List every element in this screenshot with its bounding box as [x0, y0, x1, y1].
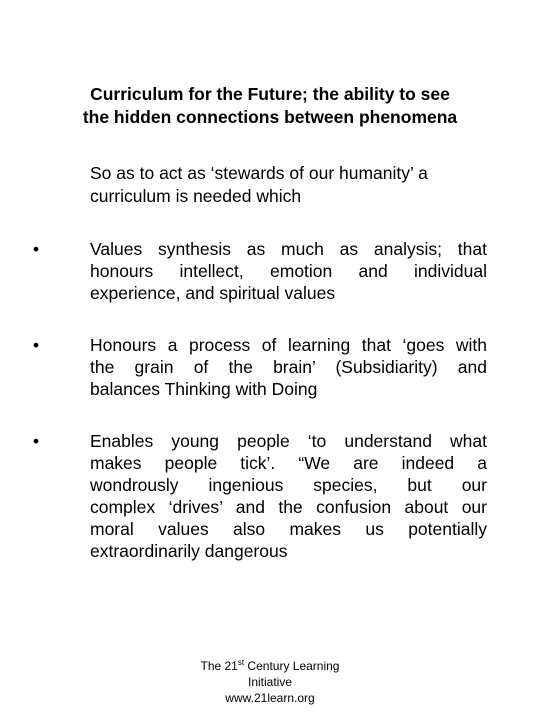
bullet-icon: • [33, 335, 40, 355]
bullet-line: experience, and spiritual values [90, 283, 336, 303]
footer-org-suffix: Century Learning [244, 659, 340, 673]
intro-paragraph [90, 162, 490, 208]
bullet-line: moral values also makes us potentially [90, 519, 487, 539]
intro-line-1: So as to act as ‘stewards of our humanity’ a [90, 163, 428, 183]
title-line-1: Curriculum for the Future; the ability to see [90, 84, 450, 104]
bullet-icon: • [33, 239, 40, 259]
bullet-line: honours intellect, emotion and individual [90, 261, 487, 281]
bullet-icon: • [33, 431, 40, 451]
footer-org-line-2: Initiative [247, 675, 293, 689]
footer-org-line [170, 658, 370, 674]
bullet-line: Honours a process of learning that ‘goes with [90, 335, 487, 355]
bullet-line: makes people tick’. “We are indeed a [90, 453, 487, 473]
footer-org-prefix: The 21 [200, 659, 238, 673]
bullet-text [90, 430, 487, 562]
bullet-text [90, 238, 487, 304]
title-line-2: the hidden connections between phenomena [82, 107, 458, 127]
bullet-line: wondrously ingenious species, but our [90, 475, 487, 495]
bullet-line: Values synthesis as much as analysis; that [90, 239, 487, 259]
bullet-line: complex ‘drives’ and the confusion about our [90, 497, 487, 517]
bullet-line: Enables young people ‘to understand what [90, 431, 487, 451]
bullet-line: extraordinarily dangerous [90, 541, 288, 561]
bullet-line: balances Thinking with Doing [90, 379, 318, 399]
footer-credit [170, 658, 370, 706]
intro-line-2: curriculum is needed which [90, 186, 302, 206]
bullet-line: the grain of the brain’ (Subsidiarity) and [90, 357, 487, 377]
page-title [20, 83, 520, 129]
bullet-text [90, 334, 487, 400]
footer-org-superscript: st [237, 658, 245, 667]
footer-website: www.21learn.org [225, 691, 315, 705]
